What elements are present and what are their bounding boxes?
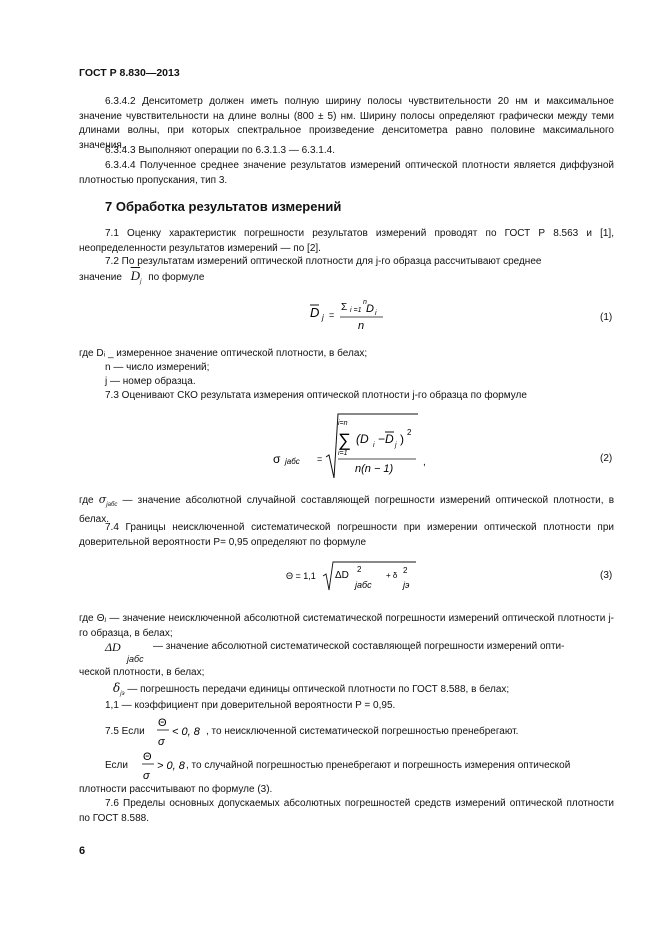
where-di: где Dᵢ _ измеренное значение оптической плотности, в белах; xyxy=(79,348,368,359)
where-delta-d xyxy=(105,640,614,662)
where-dD-sub: jабс xyxy=(127,654,144,664)
p75b-pre: Если xyxy=(105,760,128,771)
p75b-gt: > 0, 8 xyxy=(157,760,185,772)
where-n: n — число измерений; xyxy=(105,362,210,373)
inline-dj-sub: j xyxy=(140,279,142,285)
where-sigma-symbol: σ xyxy=(98,493,107,506)
paragraph-7-2-line2 xyxy=(79,269,204,290)
text-po-formule: по формуле xyxy=(148,272,205,283)
f2-lower-limit: i=1 xyxy=(338,450,348,457)
f2-body-i: i xyxy=(373,442,375,449)
f1-denominator: n xyxy=(358,320,365,332)
f2-equals: = xyxy=(317,454,323,464)
f3-lhs: Θ = 1,1 xyxy=(286,571,316,581)
f2-exponent: 2 xyxy=(407,428,412,437)
paragraph-6-3-4-2: 6.3.4.2 Денситометр должен иметь полную ширину полосы чувствительности 20 нм и максимальное значение чувствительности на длине волны (800 ± 5) нм. Ширину полосы определяют графически между теми длинами волны, при которых спектральное произведение денситометра равно половине максимального значения. xyxy=(79,96,614,151)
formula-3-graphic xyxy=(286,558,436,592)
p75b-sigma: σ xyxy=(143,770,150,782)
p75-lt: < 0, 8 xyxy=(172,726,200,738)
f1-term: D xyxy=(366,303,374,315)
formula-1 xyxy=(300,296,420,332)
paragraph-7-5-b xyxy=(105,746,614,782)
where-dD-symbol: ΔD xyxy=(105,640,121,654)
paragraph-7-1: 7.1 Оценку характеристик погрешности результатов измерений проводят по ГОСТ Р 8.563 и [1], неопределенности результатов измерений — по [2]. xyxy=(79,228,614,254)
page-number: 6 xyxy=(79,845,86,857)
paragraph-7-3: 7.3 Оценивают СКО результата измерения оптической плотности j-го образца по формуле xyxy=(105,390,527,401)
where-coef: 1,1 — коэффициент при доверительной вероятности P = 0,95. xyxy=(105,700,396,711)
where-sigma-text: — значение абсолютной случайной составляющей погрешности измерений оптической плотности, в белах. xyxy=(79,495,615,525)
formula-2-graphic xyxy=(268,410,438,484)
f2-minus-d: −D xyxy=(378,432,394,446)
formula-1-graphic xyxy=(300,296,420,332)
where-delta-symbol: δ xyxy=(113,681,121,695)
paragraph-7-5 xyxy=(105,714,614,750)
f2-body: (D xyxy=(356,432,369,446)
f1-lhs-sub: j xyxy=(322,313,324,322)
paragraph-6-3-4-3: 6.3.4.3 Выполняют операции по 6.3.1.3 — 6.3.1.4. xyxy=(105,145,335,156)
paragraph-6-3-4-4: 6.3.4.4 Полученное среднее значение результатов измерений оптической плотности является диффузной плотностью пропускания, тип 3. xyxy=(79,160,614,186)
f2-sum: ∑ xyxy=(338,430,351,450)
where-sigma-sub: jабс xyxy=(106,502,118,508)
paragraph-7-2: 7.2 По результатам измерений оптической плотности для j-го образца рассчитывают среднее xyxy=(105,256,542,267)
p75b-theta: Θ xyxy=(143,751,152,763)
formula-1-number: (1) xyxy=(600,312,613,323)
paragraph-7-6: 7.6 Пределы основных допускаемых абсолютных погрешностей средств измерений оптической плотности по ГОСТ 8.588. xyxy=(79,798,614,824)
document-header: ГОСТ Р 8.830—2013 xyxy=(79,67,180,79)
where-dD-text: — значение абсолютной систематической составляющей погрешности измерений опти- xyxy=(153,641,565,652)
where-sigma-pre: где xyxy=(79,495,94,506)
text-znachenie: значение xyxy=(79,272,122,283)
p75-theta: Θ xyxy=(158,717,167,729)
inline-dj-symbol: $\overline{D}$ xyxy=(130,268,141,283)
paragraph-7-5-cont: плотности рассчитывают по формуле (3). xyxy=(79,784,273,795)
formula-2 xyxy=(268,410,438,484)
f2-body-j: j xyxy=(395,442,397,449)
where-theta: где Θⱼ — значение неисключенной абсолютной систематической погрешности измерений оптической плотности j-го образца, в белах; xyxy=(79,613,614,639)
p75-post: , то неисключенной систематической погрешностью пренебрегают. xyxy=(206,726,519,737)
f1-term-sub: i xyxy=(375,310,377,317)
f2-close: ) xyxy=(400,432,404,446)
f3-term2-sub: jэ xyxy=(403,580,410,590)
p75-pre: 7.5 Если xyxy=(105,726,145,737)
f1-equals: = xyxy=(329,310,335,320)
f3-plus: + δ xyxy=(386,571,398,580)
section-7-heading: 7 Обработка результатов измерений xyxy=(105,199,342,214)
f2-sigma: σ xyxy=(273,452,281,466)
where-delta-d-cont: ческой плотности, в белах; xyxy=(79,667,205,678)
f1-sum-lower: i =1 xyxy=(350,307,362,314)
formula-3-number: (3) xyxy=(600,570,613,581)
p75-sigma: σ xyxy=(158,736,165,748)
f2-upper-limit: i=n xyxy=(338,420,348,427)
formula-3 xyxy=(286,558,436,592)
f1-sum: Σ xyxy=(341,302,348,313)
f2-comma: , xyxy=(423,457,426,468)
f2-denominator: n(n − 1) xyxy=(355,463,394,475)
where-delta-sub: jэ xyxy=(120,691,125,697)
f2-sigma-sub: jабс xyxy=(285,457,300,466)
paragraph-7-4: 7.4 Границы неисключенной систематической погрешности при измерении оптической плотности при доверительной вероятности P= 0,95 определяют по формуле xyxy=(79,522,614,548)
f3-term1-exp: 2 xyxy=(357,565,362,574)
where-j: j — номер образца. xyxy=(105,376,196,387)
f3-term2-exp: 2 xyxy=(403,566,408,575)
f3-term1-sub: jабс xyxy=(355,580,372,590)
formula-2-number: (2) xyxy=(600,453,613,464)
f3-term1: ΔD xyxy=(335,570,349,581)
p75b-post: , то случайной погрешностью пренебрегают и погрешность измерения оптической xyxy=(186,760,571,771)
f1-sum-upper: n xyxy=(363,299,367,306)
where-delta-text: — погрешность передачи единицы оптической плотности по ГОСТ 8.588, в белах; xyxy=(127,684,510,695)
f1-lhs: D xyxy=(310,305,320,320)
